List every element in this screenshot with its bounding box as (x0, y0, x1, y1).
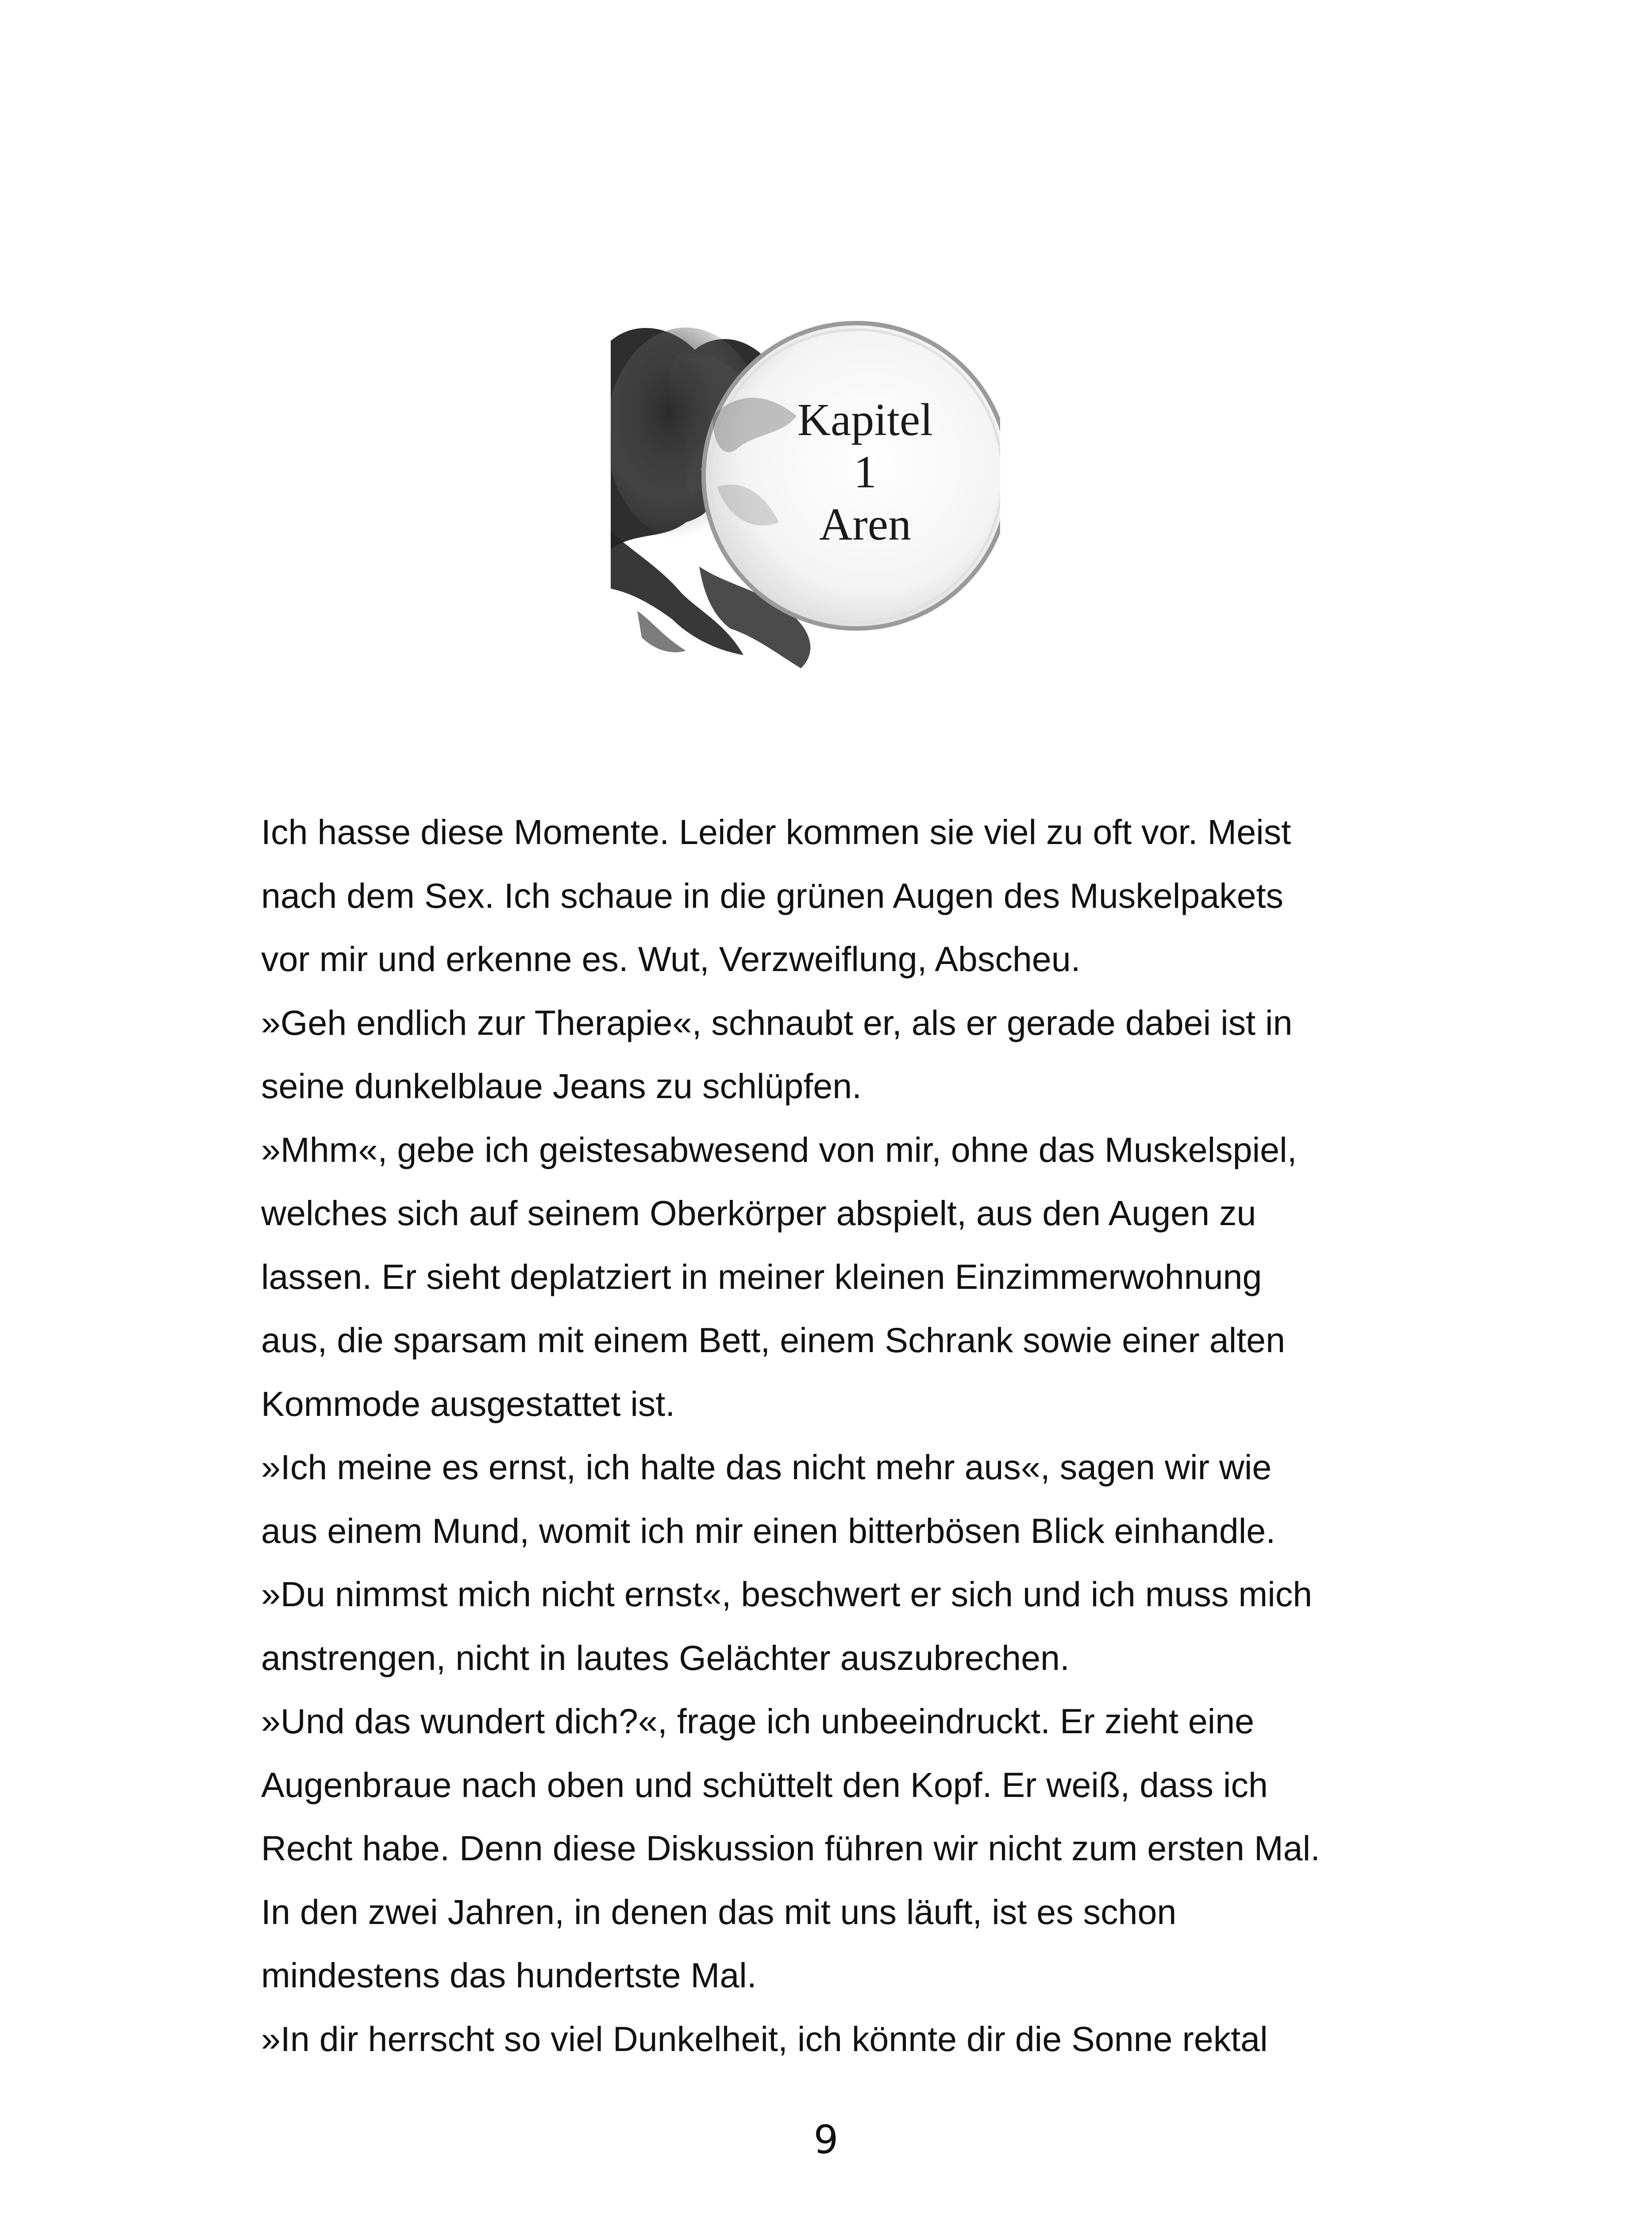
text-line: »Du nimmst mich nicht ernst«, beschwert er sich und ich muss mich (261, 1574, 1313, 1614)
body-text (261, 800, 1394, 2070)
text-line: In den zwei Jahren, in denen das mit uns läuft, ist es schon (261, 1892, 1177, 1932)
text-line: Ich hasse diese Momente. Leider kommen sie viel zu oft vor. Meist (261, 812, 1291, 852)
text-line: vor mir und erkenne es. Wut, Verzweiflung, Abscheu. (261, 939, 1081, 979)
chapter-emblem (611, 301, 1000, 682)
text-line: lassen. Er sieht deplatziert in meiner kleinen Einzimmerwohnung (261, 1257, 1262, 1296)
text-line: Recht habe. Denn diese Diskussion führen wir nicht zum ersten Mal. (261, 1828, 1321, 1868)
text-line: nach dem Sex. Ich schaue in die grünen Augen des Muskelpakets (261, 875, 1284, 915)
text-line: seine dunkelblaue Jeans zu schlüpfen. (261, 1066, 862, 1106)
text-line: Kommode ausgestattet ist. (261, 1384, 675, 1423)
chapter-number: 1 (854, 447, 877, 497)
chapter-heading (770, 394, 960, 551)
text-line: mindestens das hundertste Mal. (261, 1955, 757, 1995)
text-line: »Geh endlich zur Therapie«, schnaubt er, als er gerade dabei ist in (261, 1002, 1293, 1042)
chapter-name: Aren (819, 499, 911, 550)
text-line: »Mhm«, gebe ich geistesabwesend von mir, ohne das Muskelspiel, (261, 1130, 1297, 1169)
text-line: Augenbraue nach oben und schüttelt den Kopf. Er weiß, dass ich (261, 1765, 1268, 1804)
text-line: »Und das wundert dich?«, frage ich unbeeindruckt. Er zieht eine (261, 1701, 1255, 1741)
text-line: aus einem Mund, womit ich mir einen bitterbösen Blick einhandle. (261, 1511, 1276, 1550)
text-line: anstrengen, nicht in lautes Gelächter auszubrechen. (261, 1638, 1070, 1677)
page-number: 9 (813, 2117, 839, 2163)
text-line: »In dir herrscht so viel Dunkelheit, ich könnte dir die Sonne rektal (261, 2019, 1268, 2059)
text-line: aus, die sparsam mit einem Bett, einem Schrank sowie einer alten (261, 1320, 1286, 1360)
text-line: »Ich meine es ernst, ich halte das nicht mehr aus«, sagen wir wie (261, 1447, 1272, 1487)
chapter-label: Kapitel (797, 394, 933, 445)
text-line: welches sich auf seinem Oberkörper abspielt, aus den Augen zu (261, 1193, 1256, 1233)
